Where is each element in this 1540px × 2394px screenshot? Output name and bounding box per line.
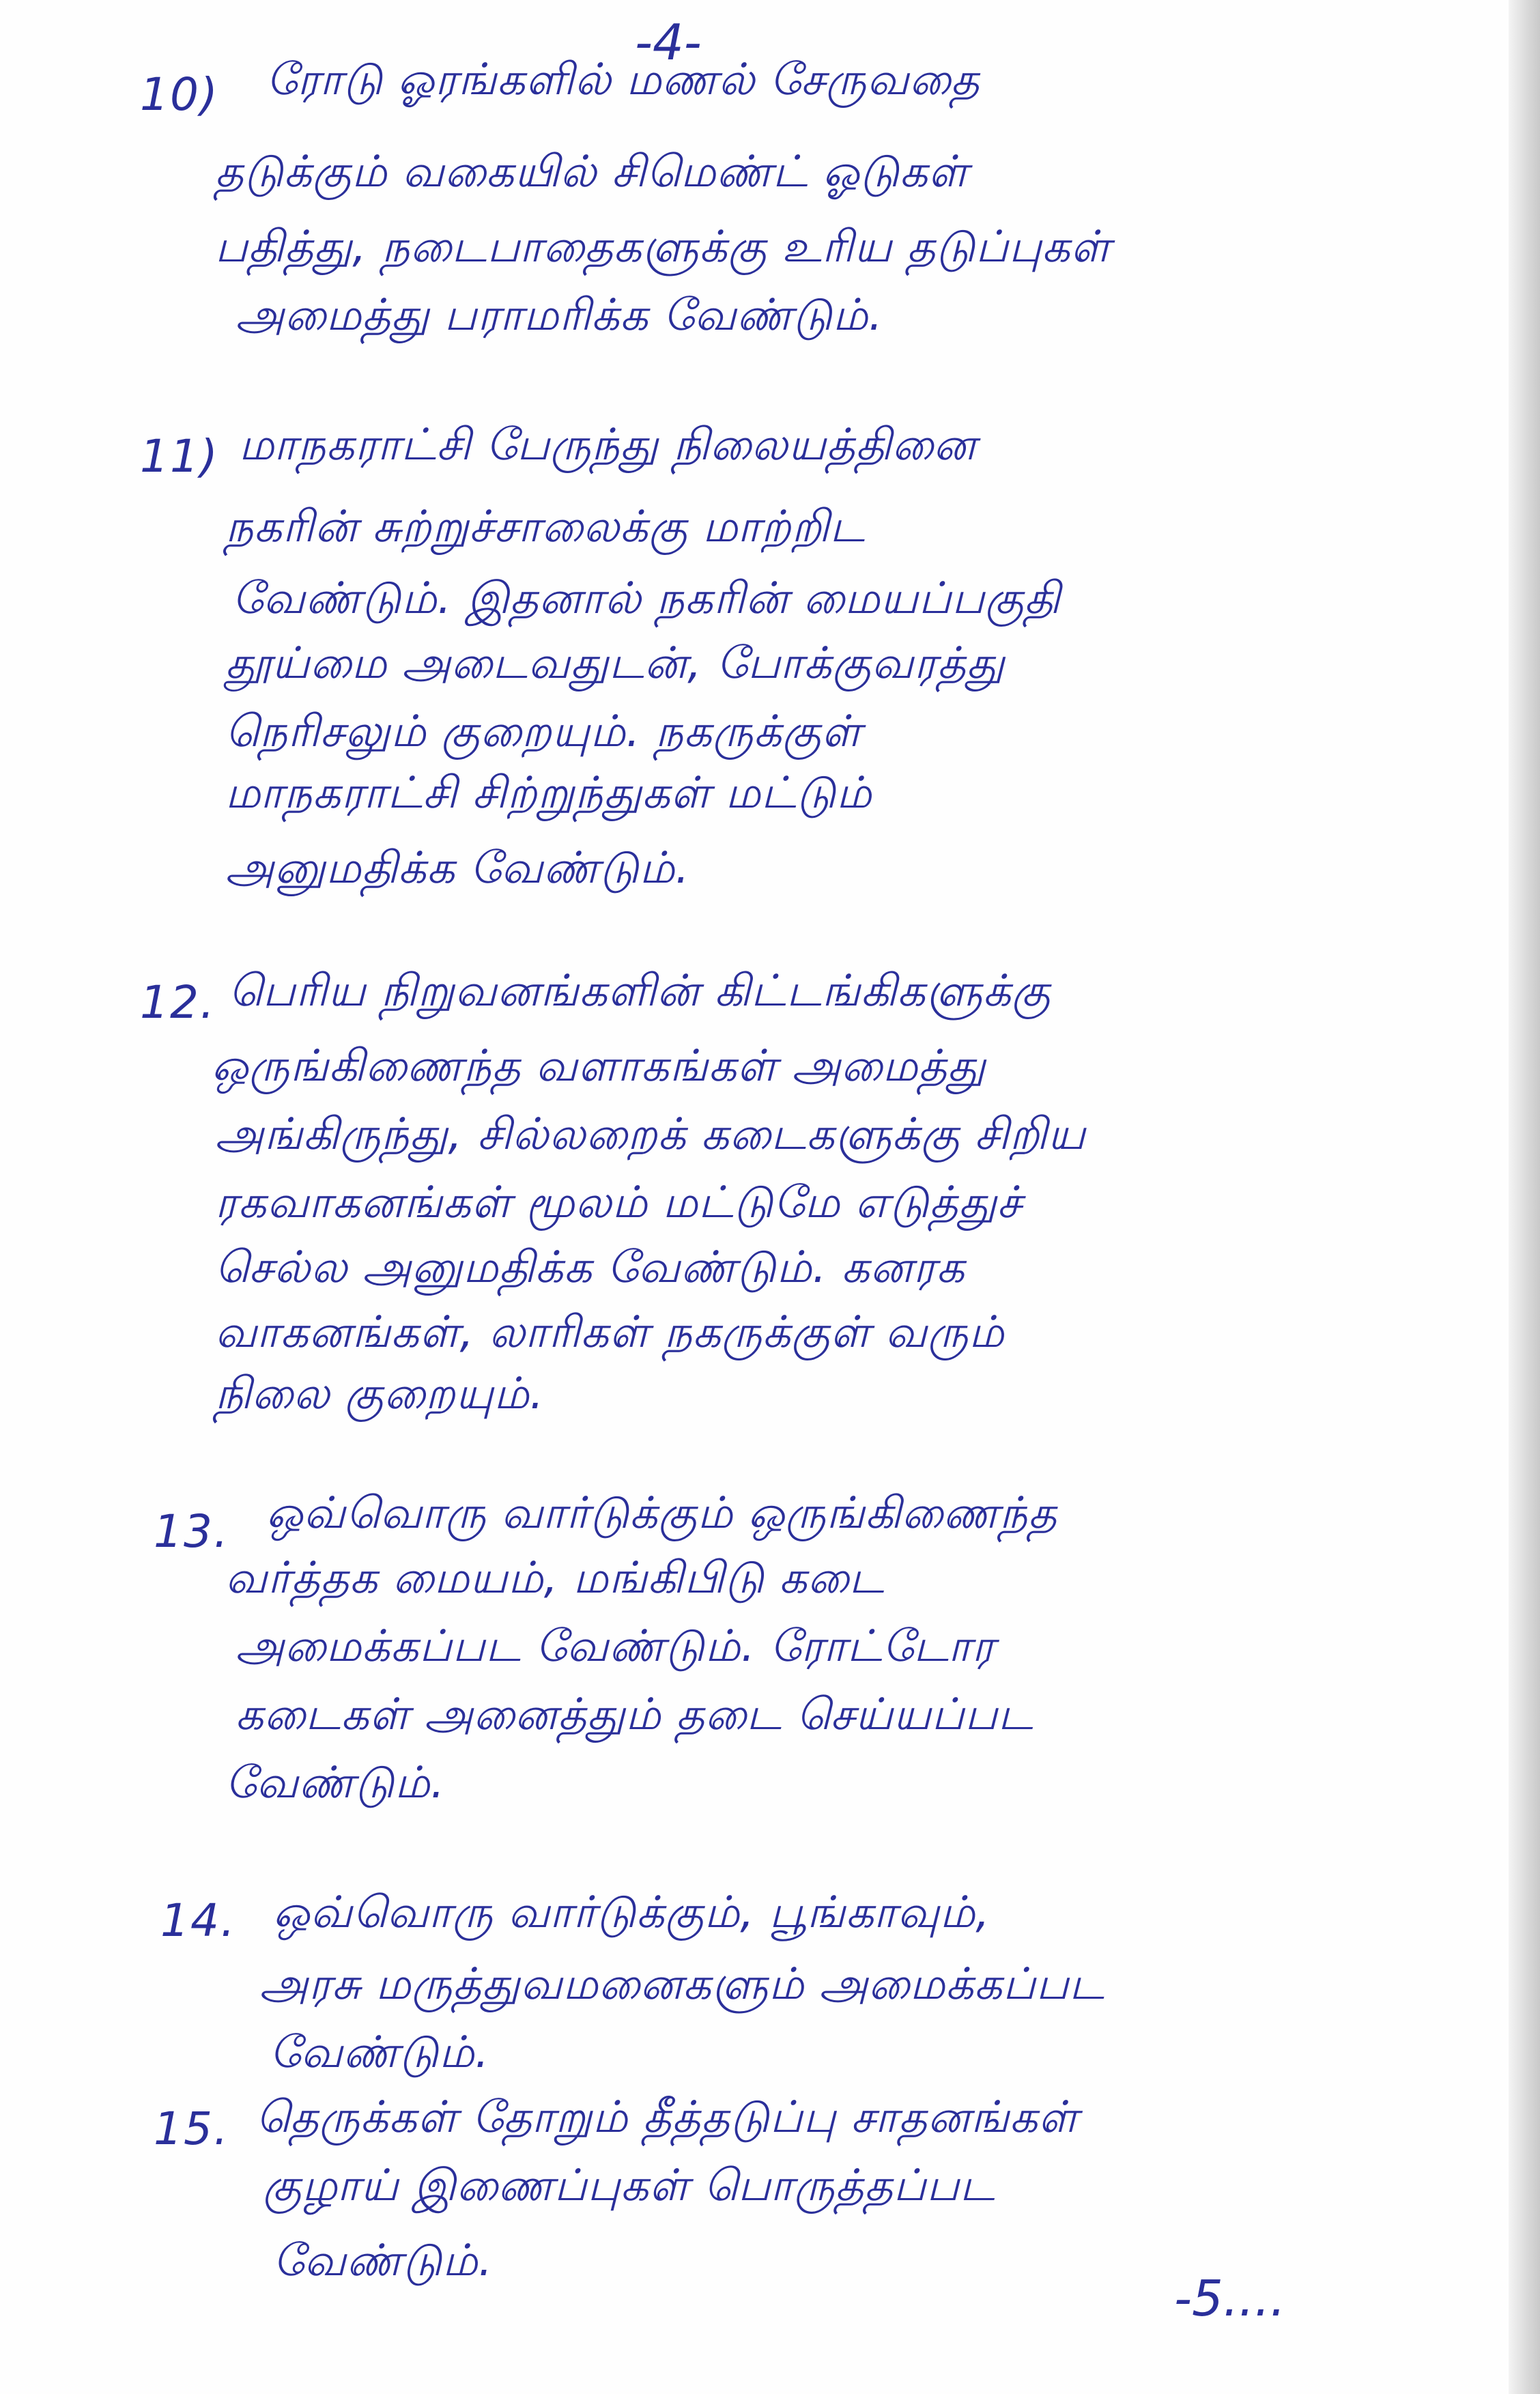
point-line: மாநகராட்சி பேருந்து நிலையத்தினை	[239, 420, 977, 470]
point-line: நகரின் சுற்றுச்சாலைக்கு மாற்றிட	[225, 502, 866, 552]
point-number: 11)	[140, 430, 219, 483]
point-line: செல்ல அனுமதிக்க வேண்டும். கனரக	[215, 1242, 965, 1293]
page-number: -4-	[635, 14, 702, 71]
point-line: வாகனங்கள், லாரிகள் நகருக்குள் வரும்	[215, 1307, 1005, 1358]
point-line: வேண்டும்.	[273, 2236, 494, 2286]
point-line: வேண்டும். இதனால் நகரின் மையப்பகுதி	[232, 573, 1061, 624]
point-line: கடைகள் அனைத்தும் தடை செய்யப்பட	[236, 1690, 1033, 1740]
point-line: ரகவாகனங்கள் மூலம் மட்டுமே எடுத்துச்	[215, 1178, 1023, 1228]
point-line: மாநகராட்சி சிற்றுந்துகள் மட்டும்	[225, 768, 872, 818]
point-number: 10)	[140, 68, 219, 121]
page-edge-shadow	[1509, 0, 1540, 2394]
continuation-marker: -5....	[1174, 2270, 1286, 2327]
point-line: அரசு மருத்துவமனைகளும் அமைக்கப்பட	[259, 1959, 1105, 2010]
point-line: நிலை குறையும்.	[215, 1369, 545, 1419]
point-line: அனுமதிக்க வேண்டும்.	[225, 843, 690, 894]
point-line: அங்கிருந்து, சில்லறைக் கடைகளுக்கு சிறிய	[215, 1109, 1086, 1160]
point-line: தடுக்கும் வகையில் சிமெண்ட் ஓடுகள்	[215, 147, 969, 197]
point-line: நெரிசலும் குறையும். நகருக்குள்	[225, 707, 862, 757]
point-line: தெருக்கள் தோறும் தீத்தடுப்பு சாதனங்கள்	[256, 2092, 1079, 2143]
point-line: அமைக்கப்பட வேண்டும். ரோட்டோர	[236, 1621, 995, 1672]
point-line: வேண்டும்.	[225, 1758, 446, 1808]
point-number: 14.	[160, 1894, 236, 1947]
point-line: பதித்து, நடைபாதைகளுக்கு உரிய தடுப்புகள்	[215, 222, 1111, 272]
point-line: ஒவ்வொரு வார்டுக்கும், பூங்காவும்,	[273, 1887, 990, 1938]
point-number: 13.	[154, 1505, 229, 1558]
point-number: 12.	[140, 976, 216, 1029]
point-number: 15.	[154, 2103, 229, 2155]
point-line: வேண்டும்.	[270, 2027, 490, 2078]
point-line: வர்த்தக மையம், மங்கிபிடு கடை	[225, 1553, 885, 1604]
point-line: ஒருங்கிணைந்த வளாகங்கள் அமைத்து	[212, 1041, 986, 1092]
point-line: குழாய் இணைப்புகள் பொருத்தப்பட	[263, 2161, 995, 2211]
point-line: அமைத்து பராமரிக்க வேண்டும்.	[236, 290, 883, 341]
point-line: ஒவ்வொரு வார்டுக்கும் ஒருங்கிணைந்த	[266, 1488, 1057, 1539]
point-line: தூய்மை அடைவதுடன், போக்குவரத்து	[225, 638, 1006, 689]
point-line: பெரிய நிறுவனங்களின் கிட்டங்கிகளுக்கு	[229, 966, 1051, 1016]
point-line: ரோடு ஓரங்களில் மணல் சேருவதை	[266, 55, 980, 105]
